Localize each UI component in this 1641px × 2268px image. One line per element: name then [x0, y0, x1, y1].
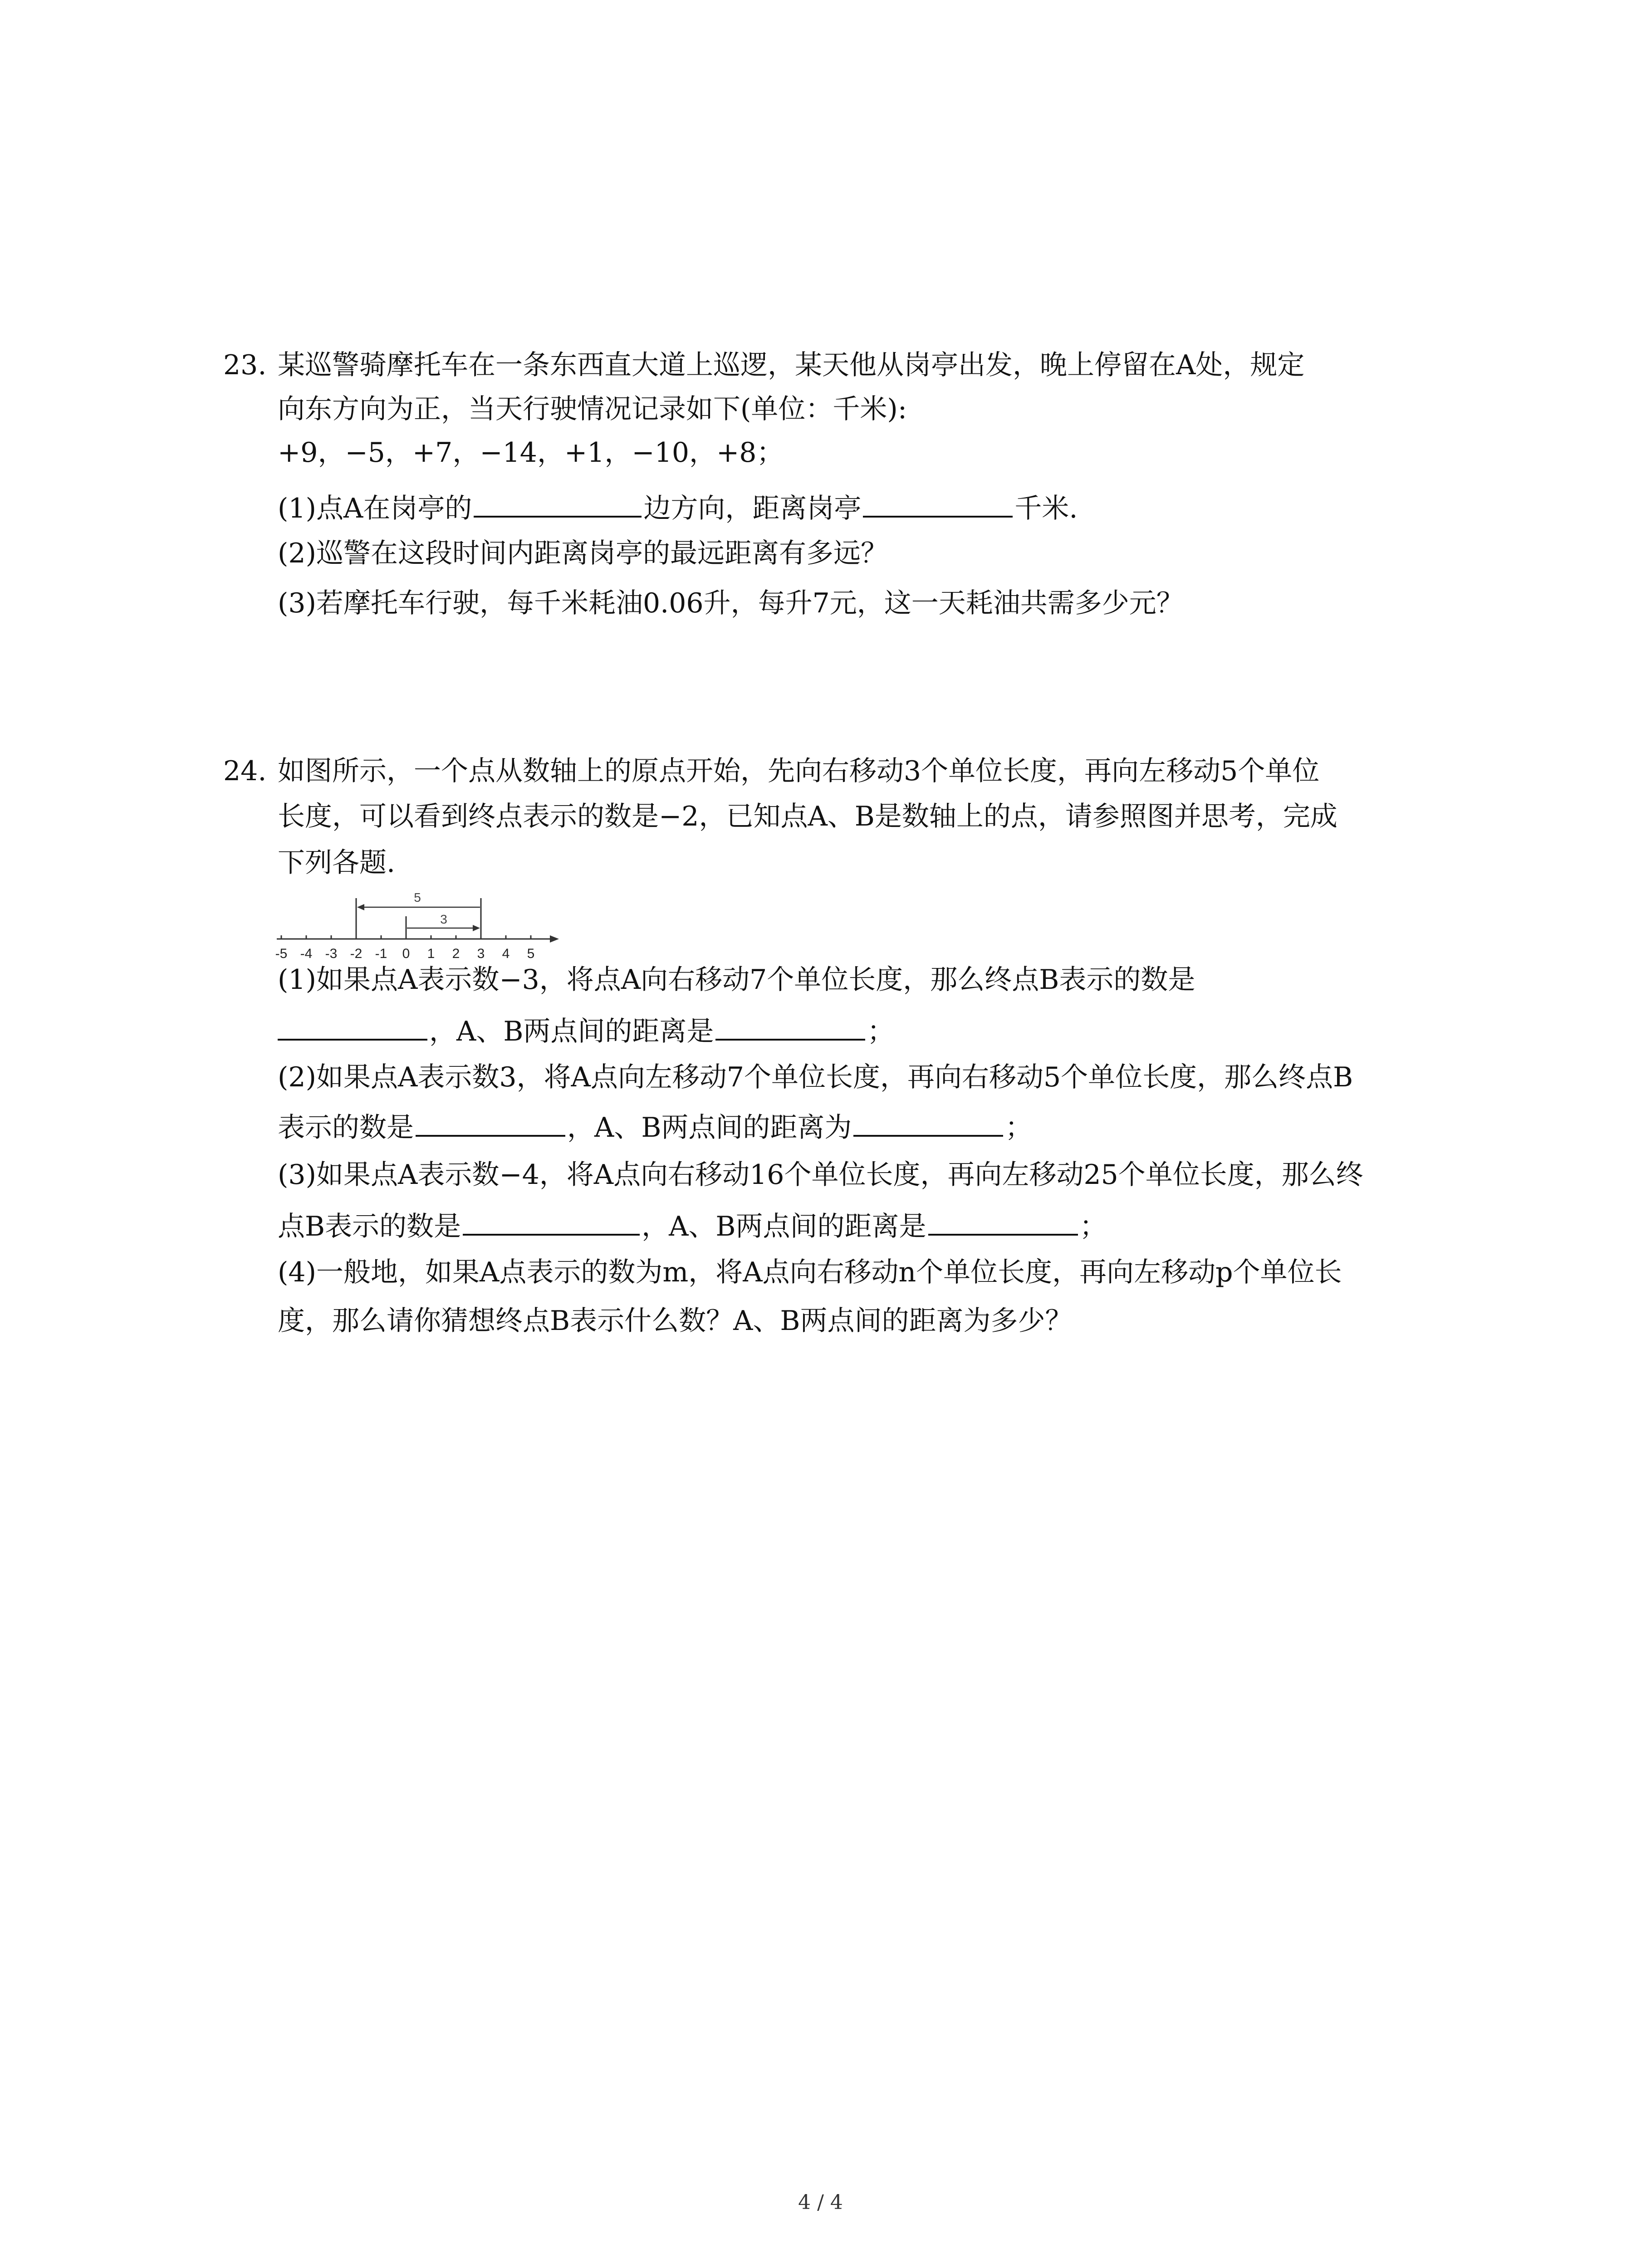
- q24-line-1: 如图所示，一个点从数轴上的原点开始，先向右移动3个单位长度，再向左移动5个单位: [278, 755, 1320, 787]
- tick-label: -4: [300, 946, 313, 961]
- q24-part-2-line-1: (2)如果点A表示数3，将A点向左移动7个单位长度，再向右移动5个单位长度，那么终点B: [278, 1061, 1353, 1093]
- tick-label: -1: [375, 946, 387, 961]
- arrow-5-label: 5: [414, 890, 421, 904]
- q24-part-1-line-1: (1)如果点A表示数−3，将点A向右移动7个单位长度，那么终点B表示的数是: [278, 964, 1195, 996]
- q24-part-4-line-2: 度，那么请你猜想终点B表示什么数？A、B两点间的距离为多少？: [278, 1305, 1073, 1337]
- q24-part-3-line-1: (3)如果点A表示数−4，将A点向右移动16个单位长度，再向左移动25个单位长度，那么终: [278, 1159, 1363, 1191]
- q24-p3-blank-b[interactable]: [463, 1206, 640, 1236]
- q24-p2-blank-distance[interactable]: [853, 1107, 1003, 1137]
- q24-p3-text-d: ；: [1079, 1211, 1107, 1242]
- arrow-3-label: 3: [440, 912, 447, 926]
- q24-part-2-line-2: [278, 1107, 1032, 1146]
- q23-blank-distance[interactable]: [863, 488, 1013, 518]
- q23-blank-direction[interactable]: [474, 488, 642, 518]
- question-24-number: 24.: [223, 755, 267, 787]
- q24-part-3-line-2: [278, 1206, 1107, 1245]
- q23-line-1: 某巡警骑摩托车在一条东西直大道上巡逻，某天他从岗亭出发，晚上停留在A处，规定: [278, 349, 1305, 381]
- q24-line-3: 下列各题.: [278, 847, 396, 879]
- tick-label: 5: [527, 946, 535, 961]
- tick-label: 1: [427, 946, 435, 961]
- arrow-3-head-icon: [473, 925, 480, 931]
- tick-label: 3: [477, 946, 485, 961]
- q23-part-1: [278, 488, 1078, 527]
- tick-label: -2: [350, 946, 362, 961]
- q24-p1-text-c: ；: [867, 1016, 895, 1047]
- tick-label: 2: [452, 946, 460, 961]
- axis-arrow-icon: [550, 935, 559, 943]
- q24-part-4-line-1: (4)一般地，如果A点表示的数为m，将A点向右移动n个单位长度，再向左移动p个单位长: [278, 1256, 1342, 1288]
- q23-line-2: 向东方向为正，当天行驶情况记录如下(单位：千米):: [278, 393, 907, 425]
- q24-p3-text-b: 点B表示的数是: [278, 1211, 461, 1242]
- number-line-figure: [272, 885, 563, 966]
- tick-label: 0: [402, 946, 410, 961]
- q23-p1-text-c: 千米.: [1014, 493, 1078, 524]
- q24-p2-text-c: ，A、B两点间的距离为: [567, 1112, 852, 1144]
- q24-p1-blank-distance[interactable]: [715, 1011, 865, 1041]
- q23-p1-text-a: (1)点A在岗亭的: [278, 493, 472, 524]
- q23-part-3: (3)若摩托车行驶，每千米耗油0.06升，每升7元，这一天耗油共需多少元？: [278, 587, 1184, 619]
- q24-line-2: 长度，可以看到终点表示的数是−2，已知点A、B是数轴上的点，请参照图并思考，完成: [278, 801, 1337, 832]
- tick-label: -3: [325, 946, 338, 961]
- q24-p3-text-c: ，A、B两点间的距离是: [642, 1211, 926, 1242]
- q24-p2-blank-b[interactable]: [416, 1107, 565, 1137]
- q24-p1-text-b: ，A、B两点间的距离是: [429, 1016, 714, 1047]
- tick-label: -5: [275, 946, 288, 961]
- q23-data-line: +9，−5，+7，−14，+1，−10，+8；: [278, 437, 784, 469]
- page-number: 4 / 4: [798, 2191, 843, 2214]
- q23-p1-text-b: 边方向，距离岗亭: [643, 493, 862, 524]
- q23-part-2: (2)巡警在这段时间内距离岗亭的最远距离有多远？: [278, 538, 888, 569]
- q24-p1-blank-b[interactable]: [278, 1011, 427, 1041]
- arrow-5-head-icon: [357, 904, 364, 910]
- question-23-number: 23.: [223, 349, 267, 381]
- q24-p2-text-b: 表示的数是: [278, 1112, 414, 1144]
- q24-part-1-line-2: [278, 1011, 894, 1050]
- tick-label: 4: [502, 946, 510, 961]
- q24-p2-text-d: ；: [1005, 1112, 1033, 1144]
- q24-p3-blank-distance[interactable]: [928, 1206, 1078, 1236]
